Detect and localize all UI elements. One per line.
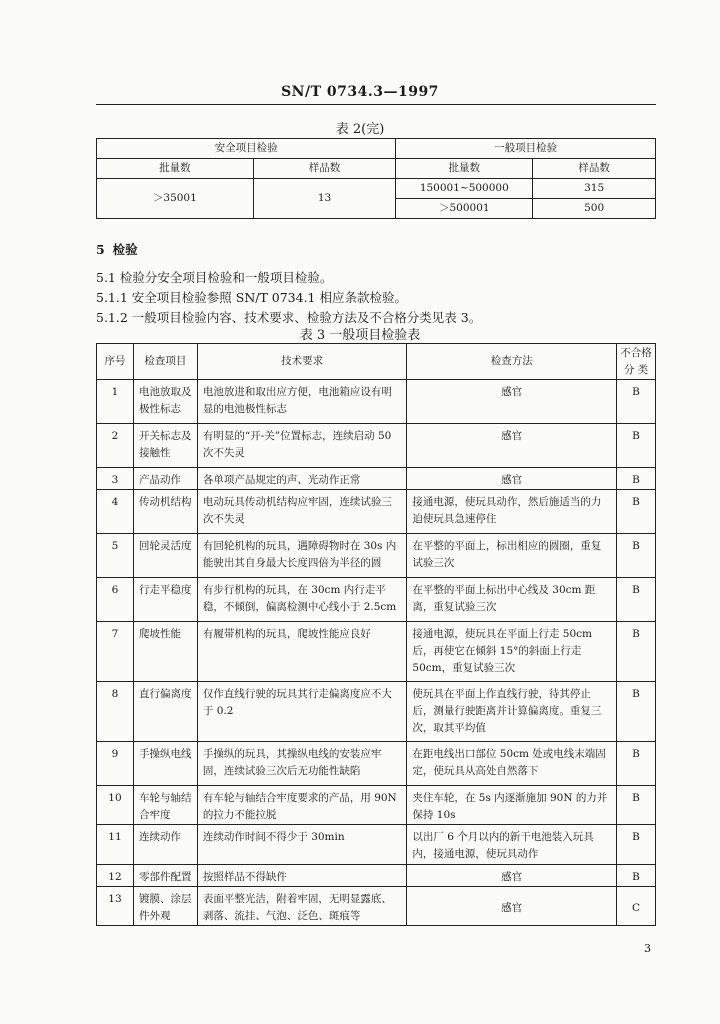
table2-group-general: 一般项目检验: [396, 139, 656, 159]
table3-header-item: 检查项目: [133, 344, 197, 380]
row-item: 爬坡性能: [133, 622, 197, 682]
row-item: 电池放取及极性标志: [133, 380, 197, 424]
row-requirement: 有车轮与轴结合牢度要求的产品，用 90N 的拉力不能拉脱: [197, 786, 407, 825]
row-no: 9: [97, 742, 134, 786]
row-method: 在平整的平面上标出中心线及 30cm 距离，重复试验三次: [407, 578, 617, 622]
row-no: 4: [97, 490, 134, 534]
row-item: 直行偏离度: [133, 682, 197, 742]
row-class: B: [617, 468, 656, 490]
section-number: 5: [96, 242, 105, 257]
table2: [96, 138, 656, 219]
table3-header-requirement: 技术要求: [197, 344, 407, 380]
page-number: 3: [644, 942, 651, 955]
row-requirement: 仅作直线行驶的玩具其行走偏离度应不大于 0.2: [197, 682, 407, 742]
table2-general-batch: ＞500001: [396, 199, 533, 219]
row-no: 1: [97, 380, 134, 424]
row-item: 行走平稳度: [133, 578, 197, 622]
row-item: 手操纵电线: [133, 742, 197, 786]
table2-col-batch-general: 批量数: [396, 159, 533, 179]
table-row: [97, 786, 656, 825]
row-class: C: [617, 887, 656, 926]
row-requirement: 各单项产品规定的声、光动作正常: [197, 468, 407, 490]
table2-general-sample: 315: [533, 179, 656, 199]
table3-caption: 表 3 一般项目检验表: [299, 328, 421, 343]
standard-number: SN/T 0734.3—1997: [281, 84, 439, 100]
table-row: [97, 622, 656, 682]
row-method: 感官: [407, 468, 617, 490]
row-method: 接通电源，使玩具动作，然后施适当的力迫使玩具急速停住: [407, 490, 617, 534]
row-class: B: [617, 786, 656, 825]
row-item: 传动机结构: [133, 490, 197, 534]
row-item: 镀膜、涂层件外观: [133, 887, 197, 926]
row-class: B: [617, 825, 656, 865]
table-row: [97, 825, 656, 865]
table-row: [97, 682, 656, 742]
row-method: 在距电线出口部位 50cm 处或电线末端固定，使玩具从高处自然落下: [407, 742, 617, 786]
table-row: [97, 380, 656, 424]
row-class: B: [617, 380, 656, 424]
row-method: 接通电源，使玩具在平面上行走 50cm 后，再使它在倾斜 15°的斜面上行走 50cm，重复试验三次: [407, 622, 617, 682]
row-requirement: 表面平整光洁，附着牢固，无明显露底、剥落、流挂、气泡、泛色、斑痕等: [197, 887, 407, 926]
table-row: [97, 534, 656, 578]
row-method: 感官: [407, 424, 617, 468]
section-heading: [96, 240, 138, 258]
row-item: 连续动作: [133, 825, 197, 865]
row-method: 夹住车轮，在 5s 内逐渐施加 90N 的力并保持 10s: [407, 786, 617, 825]
row-requirement: 有履带机构的玩具，爬坡性能应良好: [197, 622, 407, 682]
table-row: [97, 490, 656, 534]
row-no: 11: [97, 825, 134, 865]
row-no: 2: [97, 424, 134, 468]
table2-safety-batch: ＞35001: [97, 179, 254, 219]
row-method: 使玩具在平面上作直线行驶，待其停止后，测量行驶距离并计算偏离度。重复三次，取其平均值: [407, 682, 617, 742]
row-item: 产品动作: [133, 468, 197, 490]
row-no: 8: [97, 682, 134, 742]
row-no: 10: [97, 786, 134, 825]
table2-col-sample-general: 样品数: [533, 159, 656, 179]
header-rule: [96, 104, 656, 105]
table3-header-method: 检查方法: [407, 344, 617, 380]
table-row: [97, 742, 656, 786]
table-row: [97, 424, 656, 468]
paragraph: 5.1.1 安全项目检验参照 SN/T 0734.1 相应条款检验。: [96, 290, 407, 305]
row-no: 3: [97, 468, 134, 490]
table-row: [97, 468, 656, 490]
row-method: 感官: [407, 887, 617, 926]
row-requirement: 有回轮机构的玩具，遇障碍物时在 30s 内能驶出其自身最大长度四倍为半径的圆: [197, 534, 407, 578]
row-requirement: 有步行机构的玩具，在 30cm 内行走平稳，不倾倒，偏离检测中心线小于 2.5cm: [197, 578, 407, 622]
paragraph: 5.1 检验分安全项目检验和一般项目检验。: [96, 270, 333, 285]
row-method: 在平整的平面上，标出相应的圆圈，重复试验三次: [407, 534, 617, 578]
table2-group-safety: 安全项目检验: [97, 139, 396, 159]
row-class: B: [617, 682, 656, 742]
row-class: B: [617, 742, 656, 786]
table-row: [97, 887, 656, 926]
table-row: [97, 578, 656, 622]
row-requirement: 按照样品不得缺件: [197, 865, 407, 887]
row-item: 回轮灵活度: [133, 534, 197, 578]
row-class: B: [617, 424, 656, 468]
row-method: 感官: [407, 865, 617, 887]
table3-header-class: 不合格分 类: [617, 344, 656, 380]
paragraph: 5.1.2 一般项目检验内容、技术要求、检验方法及不合格分类见表 3。: [96, 310, 482, 325]
table2-general-sample: 500: [533, 199, 656, 219]
table2-col-sample: 样品数: [253, 159, 396, 179]
row-method: 感官: [407, 380, 617, 424]
row-no: 5: [97, 534, 134, 578]
row-requirement: 电动玩具传动机结构应牢固，连续试验三次不失灵: [197, 490, 407, 534]
row-item: 开关标志及接触性: [133, 424, 197, 468]
section-title: 检验: [112, 242, 138, 257]
row-no: 7: [97, 622, 134, 682]
row-class: B: [617, 622, 656, 682]
row-class: B: [617, 865, 656, 887]
row-requirement: 有明显的“开-关”位置标志，连续启动 50 次不失灵: [197, 424, 407, 468]
row-class: B: [617, 534, 656, 578]
table3: [96, 343, 656, 926]
row-no: 6: [97, 578, 134, 622]
row-class: B: [617, 578, 656, 622]
row-method: 以出厂 6 个月以内的新干电池装入玩具内，接通电源，使玩具动作: [407, 825, 617, 865]
row-no: 12: [97, 865, 134, 887]
row-no: 13: [97, 887, 134, 926]
row-requirement: 手操纵的玩具，其操纵电线的安装应牢固，连续试验三次后无功能性缺陷: [197, 742, 407, 786]
row-item: 零部件配置: [133, 865, 197, 887]
table2-general-batch: 150001~500000: [396, 179, 533, 199]
row-class: B: [617, 490, 656, 534]
table2-safety-sample: 13: [253, 179, 396, 219]
row-requirement: 电池放进和取出应方便，电池箱应设有明显的电池极性标志: [197, 380, 407, 424]
table2-col-batch: 批量数: [97, 159, 254, 179]
table-row: [97, 865, 656, 887]
table3-header-no: 序号: [97, 344, 134, 380]
row-requirement: 连续动作时间不得少于 30min: [197, 825, 407, 865]
row-item: 车轮与轴结合牢度: [133, 786, 197, 825]
table2-caption: 表 2(完): [335, 122, 385, 137]
